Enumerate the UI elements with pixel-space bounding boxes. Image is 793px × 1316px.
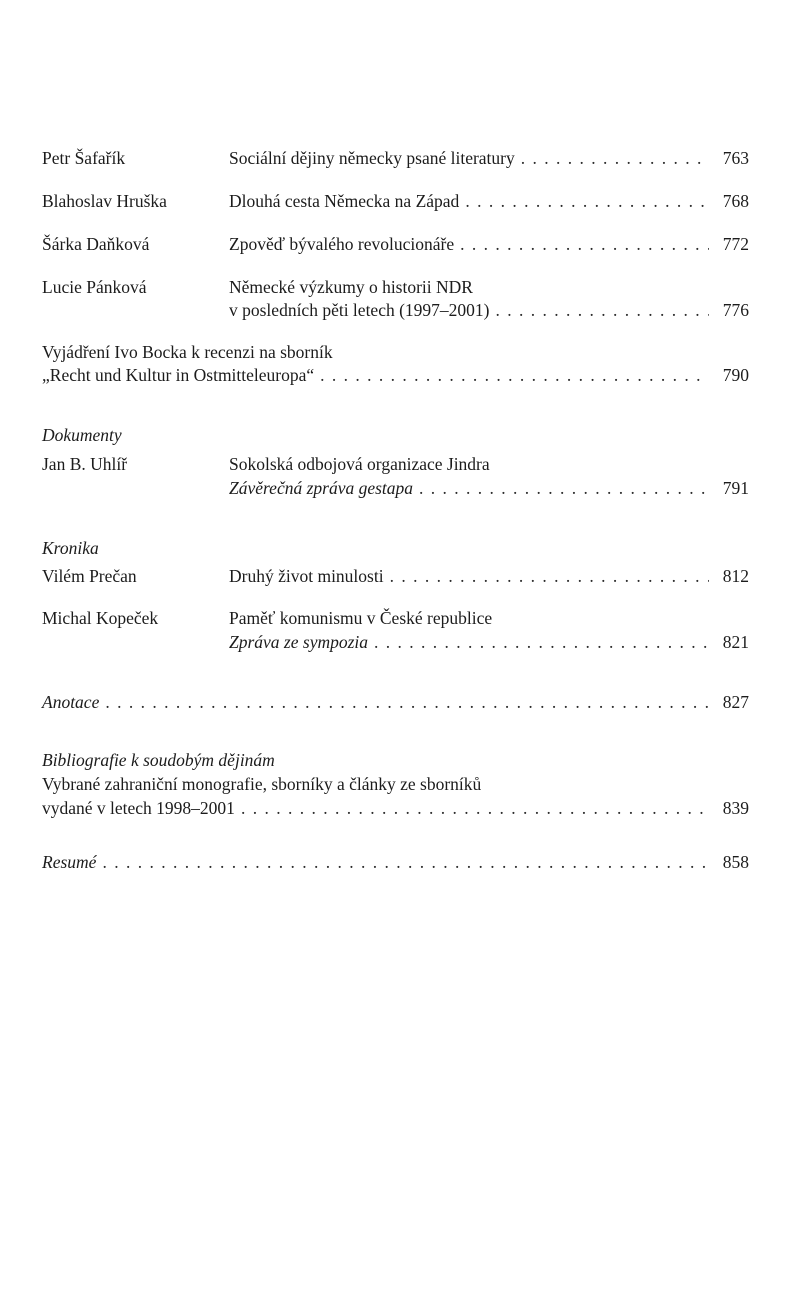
toc-entry-continuation [0,298,793,322]
entry-author: Blahoslav Hruška [42,191,167,211]
entry-author: Vilém Prečan [42,566,137,586]
entry-subtitle: Závěrečná zpráva gestapa [229,478,414,498]
dot-leader [459,189,709,213]
entry-page-number: 763 [722,148,749,168]
section-heading: Dokumenty [42,425,122,445]
section-heading-kronika [0,536,793,560]
statement-line-2: „Recht und Kultur in Ostmitteleuropa“ [42,365,315,385]
entry-title-line-2: vydané v letech 1998–2001 [42,798,235,818]
toc-entry-continuation [0,796,793,820]
entry-title-line-2: v posledních pěti letech (1997–2001) [229,300,490,320]
dot-leader [368,630,709,654]
entry-page-number: 839 [722,798,749,818]
entry-author: Jan B. Uhlíř [42,454,128,474]
entry-title: Dlouhá cesta Německa na Západ [229,191,460,211]
toc-entry-continuation [0,476,793,500]
dot-leader [314,363,709,387]
dot-leader [490,298,710,322]
entry-author: Šárka Daňková [42,234,150,254]
entry-title-line-1: Sokolská odbojová organizace Jindra [229,454,490,474]
toc-entry-continuation [0,630,793,654]
toc-entry [0,772,793,796]
section-label: Anotace [42,692,100,712]
entry-page-number: 812 [722,566,749,586]
dot-leader [99,690,709,714]
entry-page-number: 772 [722,234,749,254]
entry-page-number: 776 [722,300,749,320]
section-label: Resumé [42,852,97,872]
entry-title: Druhý život minulosti [229,566,384,586]
section-heading-dokumenty [0,423,793,447]
entry-page-number: 768 [722,191,749,211]
dot-leader [515,146,709,170]
entry-title-line-1: Paměť komunismu v České republice [229,608,493,628]
dot-leader [235,796,709,820]
entry-subtitle: Zpráva ze sympozia [229,632,369,652]
toc-entry-anotace [0,690,793,714]
section-heading: Kronika [42,538,99,558]
toc-entry [0,452,793,476]
toc-entry [0,232,793,256]
statement-line-1: Vyjádření Ivo Bocka k recenzi na sborník [42,342,333,362]
entry-author: Petr Šafařík [42,148,126,168]
entry-title-line-1: Německé výzkumy o historii NDR [229,277,473,297]
entry-title-line-1: Vybrané zahraniční monografie, sborníky a články ze sborníků [42,774,482,794]
section-heading-bibliografie [0,748,793,772]
statement-entry-continuation [0,363,793,387]
toc-entry [0,189,793,213]
toc-entry-resume [0,850,793,874]
toc-entry [0,606,793,630]
entry-author: Lucie Pánková [42,277,147,297]
dot-leader [96,850,709,874]
dot-leader [384,564,709,588]
statement-entry [0,340,793,364]
dot-leader [413,476,709,500]
statement-page-number: 790 [722,365,749,385]
entry-page-number: 791 [722,478,749,498]
entry-page-number: 827 [722,692,749,712]
toc-entry [0,275,793,299]
entry-author: Michal Kopeček [42,608,159,628]
entry-title: Zpověď bývalého revolucionáře [229,234,455,254]
toc-entry [0,146,793,170]
dot-leader [454,232,709,256]
entry-page-number: 858 [722,852,749,872]
section-heading: Bibliografie k soudobým dějinám [42,750,275,770]
entry-title: Sociální dějiny německy psané literatury [229,148,515,168]
toc-entry [0,564,793,588]
entry-page-number: 821 [722,632,749,652]
